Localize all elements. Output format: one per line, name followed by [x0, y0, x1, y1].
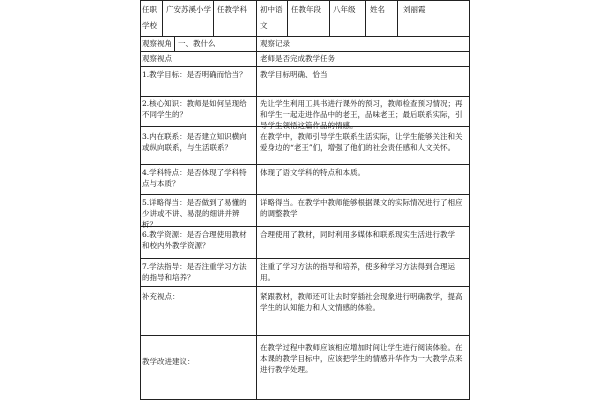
col-divider — [174, 36, 175, 51]
item-question: 1.教学目标：是否明确而恰当？ — [142, 70, 247, 79]
col-divider — [287, 0, 288, 36]
col-divider — [256, 0, 257, 36]
header-label-name: 姓名 — [370, 5, 385, 14]
improve-text: 在教学过程中教师应该相应增加时间让学生进行阅读体验。在本课的教学目标中，应该把学生的情感升华作为一大教学点来进行教学处理。 — [260, 343, 463, 374]
header-label-school-cont: 学校 — [142, 21, 157, 30]
col-divider — [256, 51, 257, 400]
table-border-left — [140, 0, 141, 400]
col-divider — [162, 0, 163, 36]
row-divider — [140, 164, 470, 165]
item-question: 5.详略得当：是否做到了易懂的少讲或不讲、易混的细讲并辨析？ — [142, 198, 247, 229]
header-grade-value: 八年级 — [333, 5, 356, 14]
observe-label: 观察视角 — [142, 39, 172, 48]
header-name-value: 刘丽霞 — [403, 5, 426, 14]
row-divider — [140, 258, 470, 259]
col-divider — [256, 36, 257, 51]
col-divider — [365, 0, 366, 36]
points-header-record: 老师是否完成教学任务 — [260, 54, 335, 63]
row-divider — [140, 286, 470, 287]
item-record: 教学目标明确、恰当 — [260, 70, 328, 79]
item-question: 2.核心知识：教师是如何呈现给不同学生的？ — [142, 99, 247, 119]
item-record: 注重了学习方法的指导和培养，使多种学习方法得到合理运用。 — [260, 262, 455, 282]
points-header-label: 观察视点 — [142, 54, 172, 63]
header-subject-value: 初中语 — [260, 5, 283, 14]
row-divider — [140, 66, 470, 67]
row-divider — [140, 96, 470, 97]
header-label-teacher-school: 任职 — [142, 5, 157, 14]
row-divider — [140, 194, 470, 195]
item-record: 详略得当。在教学中教师能够根据课文的实际情况进行了相应的调整教学 — [260, 198, 463, 218]
item-question: 7.学法指导：是否注重学习方法的指导和培养？ — [142, 262, 247, 282]
item-question: 6.教学资源：是否合理使用教材和校内外教学资源？ — [142, 230, 247, 250]
item-record: 在教学中，教师引导学生联系生活实际，让学生能够关注和关爱身边的“老王”们，增强了他们的社会责任感和人文关怀。 — [260, 132, 463, 152]
observe-record-label: 观察记录 — [260, 39, 290, 48]
item-question: 4.学科特点：是否体现了学科特点与本质？ — [142, 168, 247, 188]
col-divider — [213, 0, 214, 36]
header-subject-value-cont: 文 — [260, 21, 268, 30]
supplement-label: 补充视点： — [142, 292, 180, 301]
supplement-text: 紧跟教材，教师还可让去时穿插社会现象进行明确教学，提高学生的认知能力和人文情感的体验。 — [260, 292, 463, 312]
row-divider — [140, 51, 470, 52]
item-record: 先让学生利用工具书进行课外的预习，教师检查预习情况；再和学生一起走进作品中的老王，品味老王；最后联系实际，引导学生领悟这篇作品的情感。 — [260, 99, 463, 130]
header-school-value: 广安苏溪小学 — [166, 5, 211, 14]
row-divider — [140, 335, 470, 336]
improve-label: 教学改进建议： — [142, 357, 195, 366]
table-border-right — [469, 0, 470, 400]
col-divider — [329, 0, 330, 36]
header-label-grade: 任教年段 — [291, 5, 321, 14]
table-border-top — [140, 0, 470, 1]
item-question: 3.内在联系：是否建立知识横向或纵向联系，与生活联系？ — [142, 132, 247, 152]
item-record: 体现了语文学科的特点和本质。 — [260, 168, 365, 177]
row-divider — [140, 36, 470, 37]
observe-angle: 一、教什么 — [178, 39, 216, 48]
col-divider — [397, 0, 398, 36]
header-label-subject: 任教学科 — [217, 5, 247, 14]
item-record: 合理使用了教材，同时利用多媒体和联系现实生活进行教学 — [260, 230, 455, 239]
